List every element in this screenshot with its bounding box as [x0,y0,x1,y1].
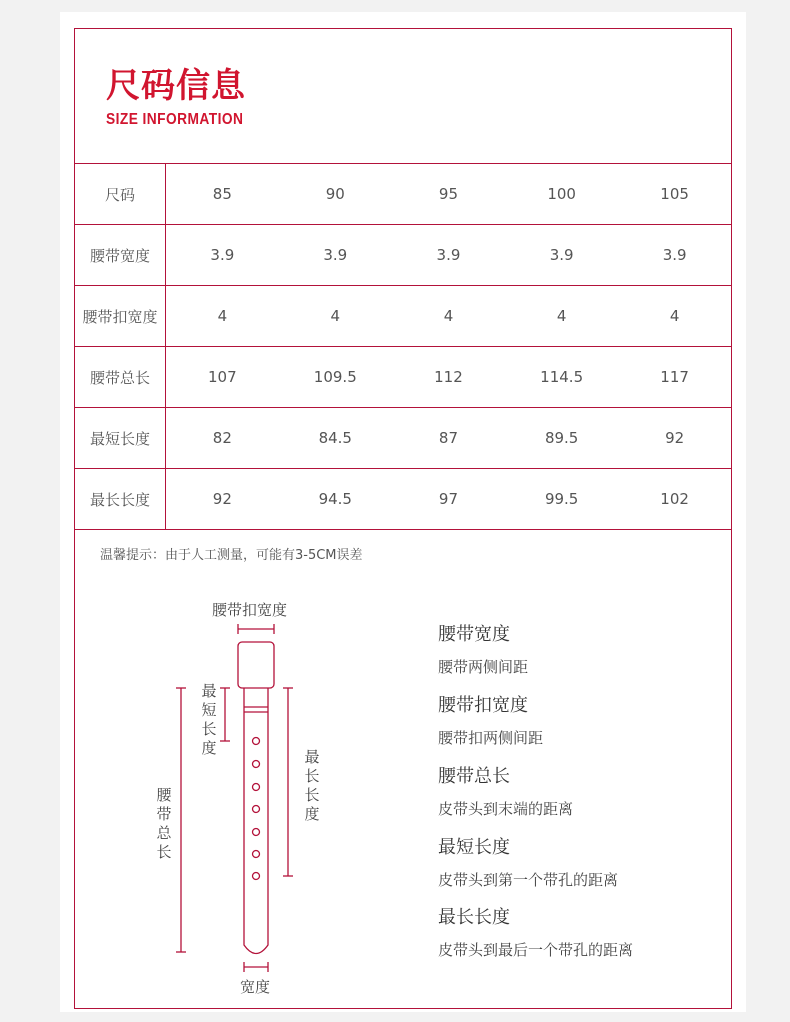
table-cell: 109.5 [279,347,392,408]
belt-hole [253,829,260,836]
legend-text: 腰带两侧间距 [438,658,529,676]
table-cell: 114.5 [505,347,618,408]
belt-hole [253,873,260,880]
legend-item-longest-length [438,903,633,960]
table-cell: 4 [618,286,731,347]
table-cell: 90 [279,164,392,225]
buckle-icon [238,642,274,688]
belt-strap-icon [244,688,268,954]
legend-heading: 腰带扣宽度 [438,695,528,716]
table-cell: 89.5 [505,408,618,469]
measurement-tip: 温馨提示：由于人工测量，可能有3-5CM误差 [100,548,363,563]
table-cell: 112 [392,347,505,408]
table-cell: 85 [166,164,279,225]
shortest-length-label: 最短长度 [201,682,217,757]
table-cell: 4 [392,286,505,347]
table-cell: 107 [166,347,279,408]
table-cell: 4 [279,286,392,347]
legend-text: 皮带头到第一个带孔的距离 [438,871,619,889]
table-row [75,286,732,347]
table-row [75,469,732,530]
table-cell: 92 [618,408,731,469]
table-row [75,225,732,286]
table-row [75,347,732,408]
row-label: 尺码 [75,164,166,225]
legend-heading: 最短长度 [438,837,510,858]
row-label: 腰带总长 [75,347,166,408]
table-cell: 3.9 [618,225,731,286]
row-label: 最短长度 [75,408,166,469]
legend-text: 皮带头到最后一个带孔的距离 [438,941,634,959]
size-table [74,163,732,530]
table-cell: 99.5 [505,469,618,530]
table-cell: 3.9 [392,225,505,286]
legend-text: 腰带扣两侧间距 [438,729,544,747]
table-cell: 102 [618,469,731,530]
page-title: 尺码信息 [106,66,246,106]
longest-length-label: 最长长度 [304,748,320,823]
row-label: 腰带宽度 [75,225,166,286]
belt-hole [253,738,260,745]
table-cell: 82 [166,408,279,469]
table-row [75,164,732,225]
table-row [75,408,732,469]
belt-hole [253,851,260,858]
table-cell: 4 [505,286,618,347]
total-length-label: 腰带总长 [156,786,172,861]
legend-item-belt-width [438,620,528,677]
table-cell: 3.9 [279,225,392,286]
table-cell: 3.9 [166,225,279,286]
legend-item-buckle-width [438,691,543,748]
table-cell: 87 [392,408,505,469]
legend-heading: 腰带宽度 [438,624,510,645]
legend-item-total-length [438,762,573,819]
table-cell: 95 [392,164,505,225]
table-cell: 3.9 [505,225,618,286]
legend-heading: 最长长度 [438,907,510,928]
table-cell: 92 [166,469,279,530]
table-cell: 84.5 [279,408,392,469]
row-label: 最长长度 [75,469,166,530]
legend-item-shortest-length [438,833,618,890]
legend-heading: 腰带总长 [438,766,510,787]
page-subtitle: SIZE INFORMATION [106,111,244,128]
belt-hole [253,784,260,791]
width-label: 宽度 [240,978,271,996]
row-label: 腰带扣宽度 [75,286,166,347]
table-cell: 97 [392,469,505,530]
legend-text: 皮带头到末端的距离 [438,800,574,818]
table-cell: 100 [505,164,618,225]
table-cell: 117 [618,347,731,408]
belt-diagram [140,590,340,1000]
belt-hole [253,806,260,813]
table-cell: 4 [166,286,279,347]
table-cell: 105 [618,164,731,225]
belt-hole [253,761,260,768]
buckle-width-label: 腰带扣宽度 [212,601,288,619]
table-cell: 94.5 [279,469,392,530]
